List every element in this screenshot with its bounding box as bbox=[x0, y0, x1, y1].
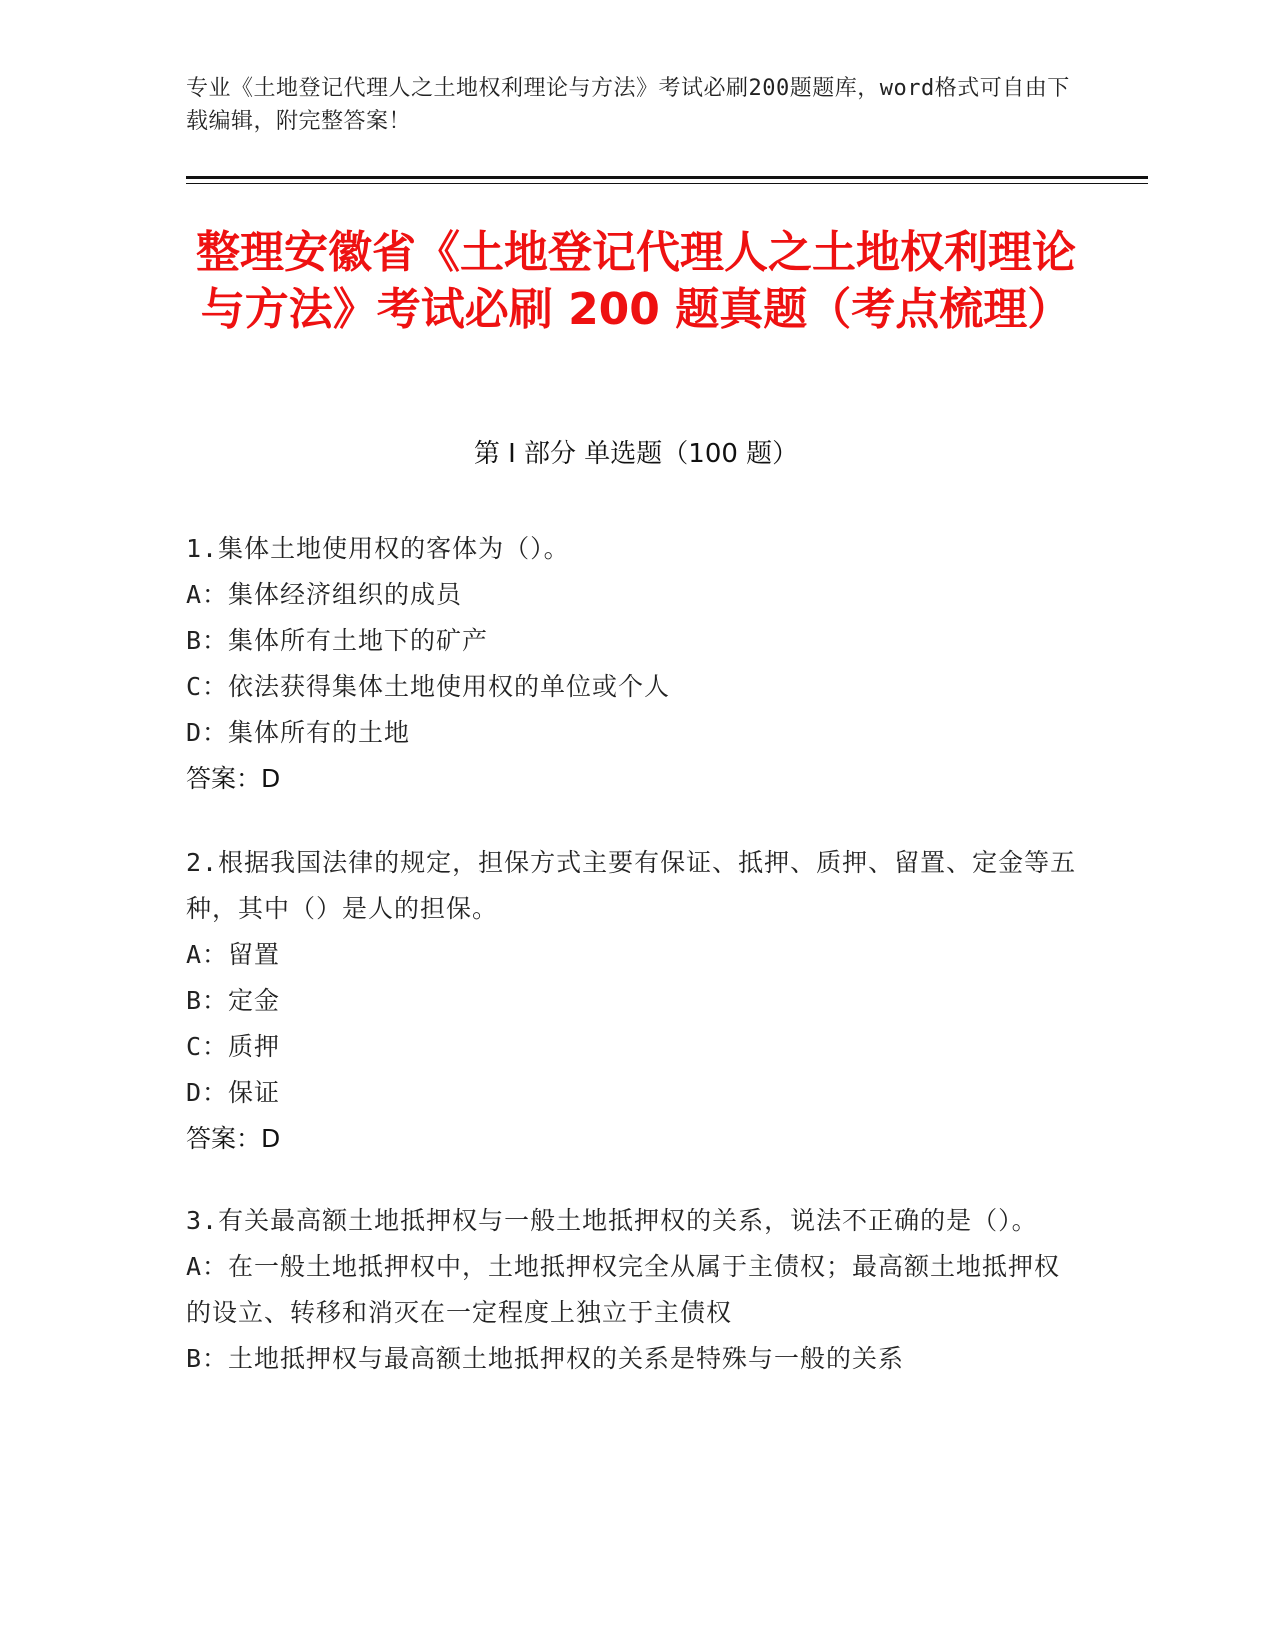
question-block-2 bbox=[186, 840, 1086, 1162]
option-a: A：集体经济组织的成员 bbox=[186, 580, 463, 609]
question-stem: 1.集体土地使用权的客体为（）。 bbox=[186, 534, 570, 563]
section-title: 第 I 部分 单选题（100 题） bbox=[473, 439, 799, 469]
question-block-1 bbox=[186, 526, 1086, 802]
option-d: D：集体所有的土地 bbox=[186, 718, 411, 747]
question-stem: 3.有关最高额土地抵押权与一般土地抵押权的关系，说法不正确的是（）。 bbox=[186, 1206, 1038, 1235]
option-c: C：依法获得集体土地使用权的单位或个人 bbox=[186, 672, 671, 701]
answer: 答案：D bbox=[186, 1124, 281, 1153]
option-b: B：定金 bbox=[186, 986, 281, 1015]
question-block-3 bbox=[186, 1198, 1086, 1382]
option-b: B：集体所有土地下的矿产 bbox=[186, 626, 489, 655]
option-b: B：土地抵押权与最高额土地抵押权的关系是特殊与一般的关系 bbox=[186, 1344, 905, 1373]
question-stem: 2.根据我国法律的规定，担保方式主要有保证、抵押、质押、留置、定金等五种，其中（）是人的担保。 bbox=[186, 848, 1077, 923]
header-note: 专业《土地登记代理人之土地权利理论与方法》考试必刷200题题库，word格式可自由下载编辑，附完整答案！ bbox=[186, 76, 1070, 134]
option-c: C：质押 bbox=[186, 1032, 281, 1061]
header-divider-thick bbox=[186, 176, 1148, 179]
option-a: A：留置 bbox=[186, 940, 281, 969]
option-d: D：保证 bbox=[186, 1078, 281, 1107]
document-title: 整理安徽省《土地登记代理人之土地权利理论与方法》考试必刷 200 题真题（考点梳理） bbox=[196, 227, 1076, 335]
option-a: A：在一般土地抵押权中，土地抵押权完全从属于主债权；最高额土地抵押权的设立、转移和消灭在一定程度上独立于主债权 bbox=[186, 1252, 1061, 1327]
answer: 答案：D bbox=[186, 764, 281, 793]
header-divider-thin bbox=[186, 183, 1148, 184]
